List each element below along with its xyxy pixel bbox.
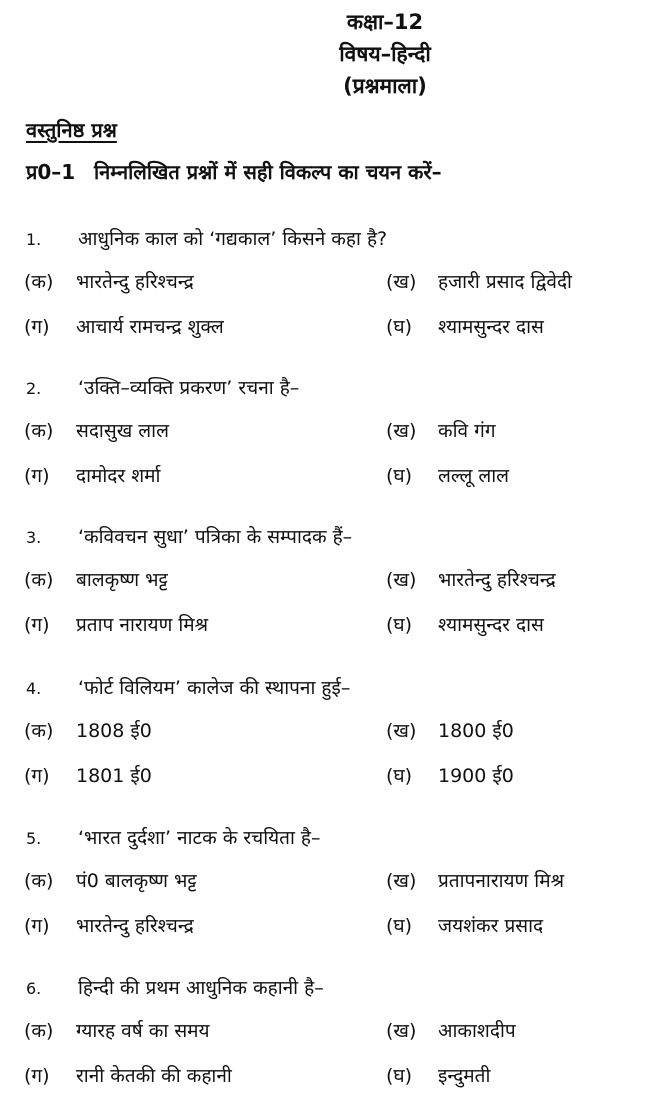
question-line [26,974,324,1000]
option-text: इन्दुमती [438,1065,491,1087]
option-label: (घ) [386,465,413,487]
option-ka [24,717,152,743]
option-ga [24,462,160,488]
option-gha [386,313,544,339]
option-gha [386,762,514,788]
question-text: ‘फोर्ट विलियम’ कालेज की स्थापना हुई– [78,677,351,699]
option-text: दामोदर शर्मा [76,465,161,487]
option-label: (ख) [386,271,417,293]
option-text: आकाशदीप [438,1020,516,1042]
option-label: (ग) [24,1065,50,1087]
option-label: (घ) [386,1065,413,1087]
question-number: 4. [26,679,42,698]
instruction-number: प्र0–1 [26,160,76,184]
option-text: पं0 बालकृष्ण भट्ट [76,870,197,892]
option-gha [386,1062,490,1088]
option-text: श्यामसुन्दर दास [438,614,544,636]
question-text: हिन्दी की प्रथम आधुनिक कहानी है– [78,977,324,999]
option-label: (क) [24,420,54,442]
option-ka [24,1017,210,1043]
option-label: (क) [24,720,54,742]
instruction-line [26,158,442,185]
option-text: प्रतापनारायण मिश्र [438,870,565,892]
question-text: आधुनिक काल को ‘गद्यकाल’ किसने कहा है? [78,228,388,250]
instruction-text: निम्नलिखित प्रश्नों में सही विकल्प का चयन करें– [94,160,442,184]
question-number: 6. [26,979,42,998]
option-ka [24,867,197,893]
option-text: ग्यारह वर्ष का समय [76,1020,210,1042]
option-ka [24,268,194,294]
question-number: 1. [26,230,42,249]
question-text: ‘भारत दुर्दशा’ नाटक के रचयिता है– [78,827,321,849]
option-label: (ग) [24,316,50,338]
option-gha [386,611,544,637]
option-label: (ख) [386,720,417,742]
option-text: भारतेन्दु हरिश्चन्द्र [438,569,556,591]
question-line [26,225,387,251]
question-block [0,824,650,954]
option-ga [24,611,208,637]
question-text: ‘कविवचन सुधा’ पत्रिका के सम्पादक हैं– [78,526,353,548]
option-text: भारतेन्दु हरिश्चन्द्र [76,271,194,293]
option-text: 1800 ई0 [438,720,514,742]
option-text: हजारी प्रसाद द्विवेदी [438,271,572,293]
option-ga [24,912,194,938]
option-kha [386,1017,516,1043]
option-text: सदासुख लाल [76,420,169,442]
question-line [26,523,352,549]
question-block [0,374,650,504]
option-ga [24,762,152,788]
question-line [26,824,321,850]
question-block [0,674,650,804]
question-number: 2. [26,379,42,398]
option-kha [386,566,556,592]
document-type-heading: (प्रश्नमाला) [343,74,427,98]
option-label: (क) [24,271,54,293]
option-label: (घ) [386,915,413,937]
option-text: जयशंकर प्रसाद [438,915,544,937]
option-text: कवि गंग [438,420,496,442]
option-text: बालकृष्ण भट्ट [76,569,168,591]
option-label: (ख) [386,870,417,892]
option-ka [24,417,169,443]
class-heading: कक्षा–12 [346,10,424,34]
option-text: 1808 ई0 [76,720,152,742]
option-text: 1900 ई0 [438,765,514,787]
option-label: (ग) [24,915,50,937]
option-gha [386,462,509,488]
option-gha [386,912,543,938]
option-kha [386,417,496,443]
question-number: 3. [26,528,42,547]
question-block [0,523,650,653]
option-kha [386,867,564,893]
question-line [26,674,350,700]
option-label: (ग) [24,465,50,487]
option-kha [386,268,572,294]
option-label: (ग) [24,765,50,787]
question-block [0,974,650,1104]
question-block [0,225,650,355]
option-label: (घ) [386,614,413,636]
option-label: (क) [24,569,54,591]
option-label: (घ) [386,316,413,338]
option-label: (क) [24,1020,54,1042]
option-text: लल्लू लाल [438,465,510,487]
option-text: श्यामसुन्दर दास [438,316,544,338]
option-text: रानी केतकी की कहानी [76,1065,232,1087]
option-ka [24,566,168,592]
option-label: (ख) [386,569,417,591]
question-text: ‘उक्ति–व्यक्ति प्रकरण’ रचना है– [78,377,300,399]
option-kha [386,717,514,743]
subject-heading: विषय–हिन्दी [339,42,431,66]
section-title: वस्तुनिष्ठ प्रश्न [26,118,117,142]
option-label: (क) [24,870,54,892]
question-number: 5. [26,829,42,848]
option-text: प्रताप नारायण मिश्र [76,614,209,636]
option-label: (ख) [386,420,417,442]
option-text: भारतेन्दु हरिश्चन्द्र [76,915,194,937]
option-ga [24,313,224,339]
option-ga [24,1062,232,1088]
option-label: (ख) [386,1020,417,1042]
question-line [26,374,299,400]
option-label: (घ) [386,765,413,787]
option-text: आचार्य रामचन्द्र शुक्ल [76,316,224,338]
option-label: (ग) [24,614,50,636]
option-text: 1801 ई0 [76,765,152,787]
